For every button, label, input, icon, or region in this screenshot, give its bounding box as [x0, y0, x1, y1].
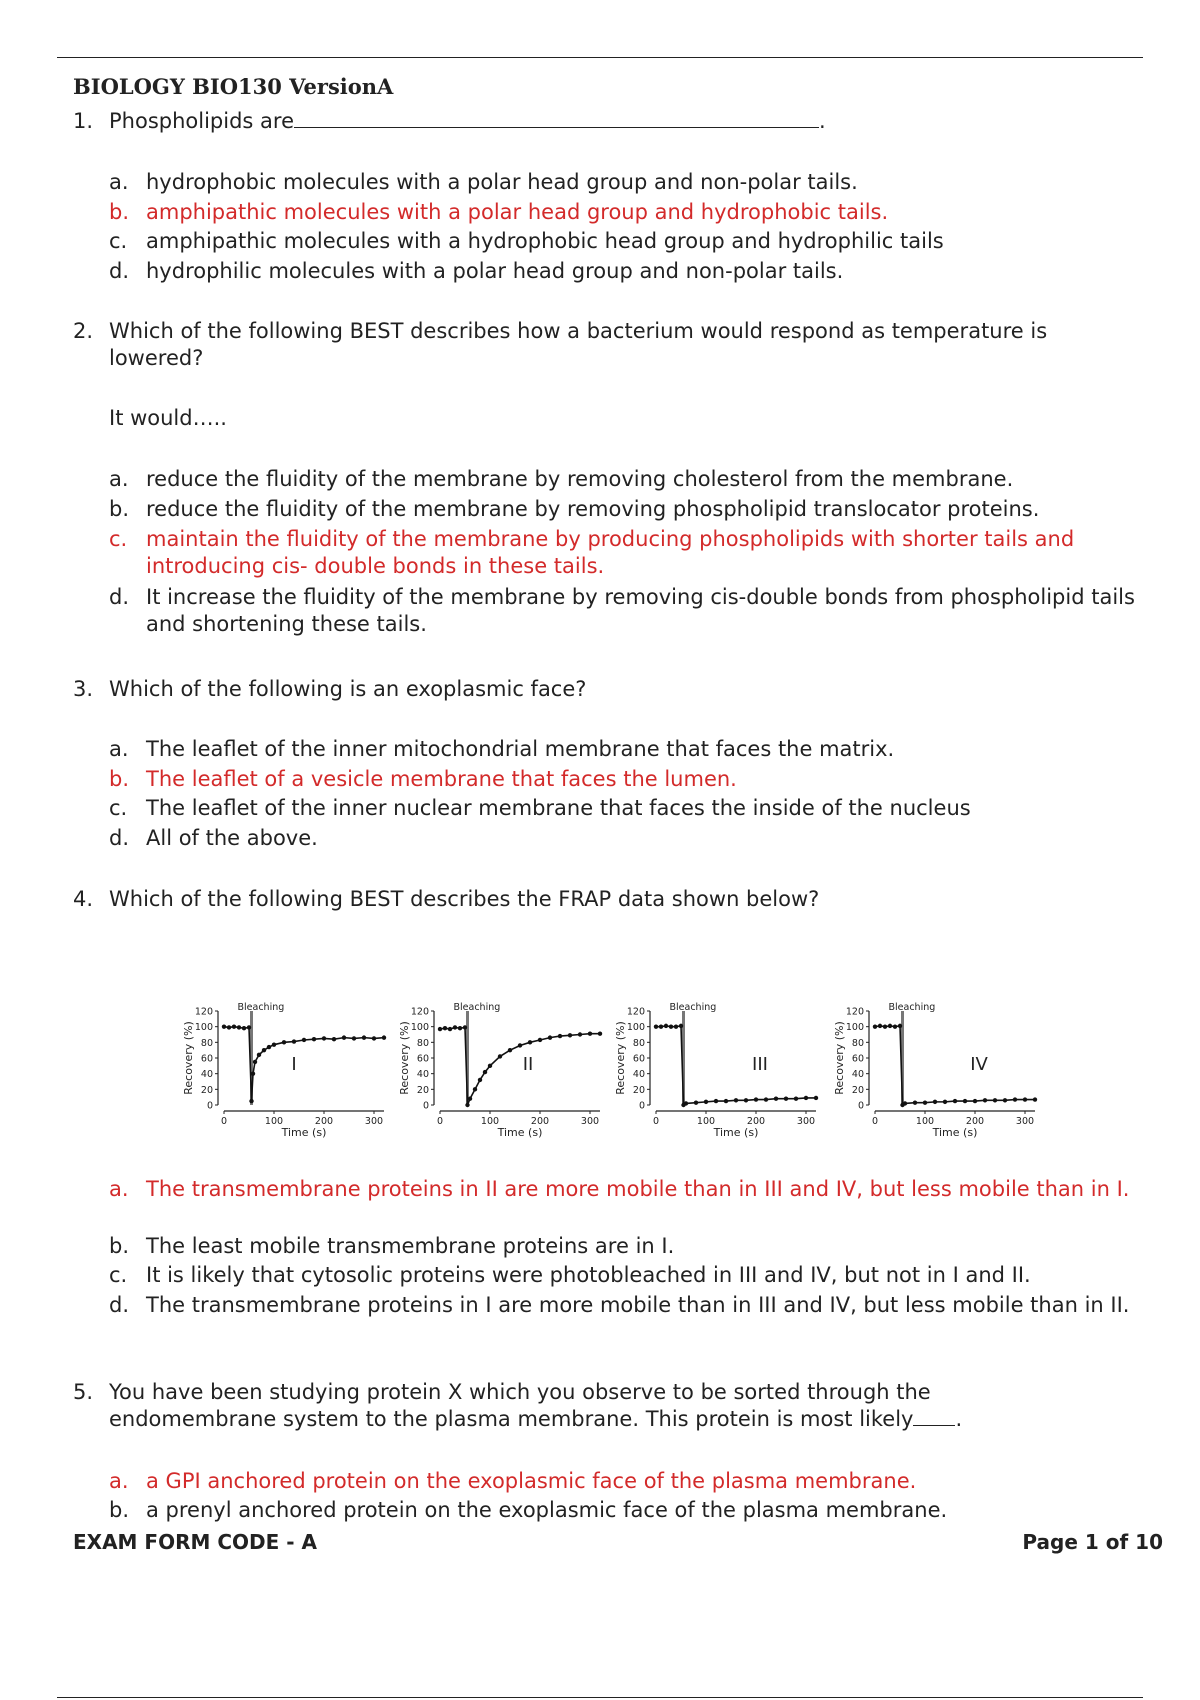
data-point — [262, 1048, 266, 1052]
data-point — [253, 1060, 257, 1064]
q3-option-b: b. The leaflet of a vesicle membrane that faces the lumen. — [109, 767, 737, 791]
data-point — [473, 1087, 477, 1091]
frap-chart-4 — [833, 1002, 1037, 1139]
data-point — [322, 1036, 326, 1040]
data-point — [518, 1043, 522, 1047]
series-line — [875, 1026, 1035, 1105]
x-tick-label: 100 — [696, 1116, 716, 1127]
data-point — [312, 1037, 316, 1041]
data-point — [913, 1100, 917, 1104]
y-tick-label: 0 — [638, 1100, 645, 1112]
data-point — [438, 1027, 442, 1031]
x-tick-label: 100 — [915, 1116, 935, 1127]
data-point — [249, 1099, 253, 1103]
data-point — [538, 1038, 542, 1042]
y-tick-label: 60 — [632, 1053, 645, 1065]
data-point — [478, 1078, 482, 1082]
question-2-stem: 2. Which of the following BEST describes how a bacterium would respond as temperature is lowered? — [73, 319, 1048, 370]
data-point — [764, 1097, 768, 1101]
data-point — [528, 1040, 532, 1044]
data-point — [983, 1098, 987, 1102]
y-tick-label: 100 — [410, 1022, 429, 1034]
data-point — [242, 1026, 246, 1030]
y-tick-label: 0 — [857, 1100, 864, 1112]
y-tick-label: 120 — [194, 1006, 213, 1018]
q4-option-d: d. The transmembrane proteins in I are more mobile than in III and IV, but less mobile than in II. — [109, 1293, 1130, 1317]
y-tick-label: 40 — [200, 1069, 213, 1081]
data-point — [714, 1099, 718, 1103]
data-point — [814, 1096, 818, 1100]
panel-label: IV — [970, 1054, 988, 1075]
q4-option-b: b. The least mobile transmembrane proteins are in I. — [109, 1234, 675, 1258]
panel-label: I — [291, 1054, 297, 1075]
data-point — [468, 1097, 472, 1101]
y-tick-label: 0 — [206, 1100, 213, 1112]
y-tick-label: 80 — [632, 1037, 645, 1049]
series-line — [656, 1026, 816, 1105]
y-tick-label: 40 — [632, 1069, 645, 1081]
x-tick-label: 200 — [530, 1116, 550, 1127]
data-point — [222, 1024, 226, 1028]
data-point — [684, 1101, 688, 1105]
data-point — [508, 1048, 512, 1052]
x-tick-label: 0 — [436, 1116, 444, 1127]
x-axis-label: Time (s) — [932, 1126, 978, 1139]
data-point — [251, 1071, 255, 1075]
frap-chart-3 — [614, 1002, 818, 1139]
data-point — [734, 1098, 738, 1102]
data-point — [943, 1100, 947, 1104]
data-point — [664, 1024, 668, 1028]
data-point — [558, 1034, 562, 1038]
data-point — [267, 1045, 271, 1049]
data-point — [654, 1024, 658, 1028]
y-tick-label: 60 — [416, 1053, 429, 1065]
frap-chart-2 — [398, 1002, 602, 1139]
x-tick-label: 200 — [746, 1116, 766, 1127]
data-point — [1023, 1097, 1027, 1101]
y-tick-label: 40 — [416, 1069, 429, 1081]
x-axis-label: Time (s) — [497, 1126, 543, 1139]
data-point — [888, 1024, 892, 1028]
q2-option-c: c. maintain the fluidity of the membrane by producing phospholipids with shorter tails and introducing cis- double bonds in these tails. — [109, 527, 1075, 578]
data-point — [458, 1026, 462, 1030]
data-point — [694, 1100, 698, 1104]
y-axis-label: Recovery (%) — [398, 1021, 411, 1095]
data-point — [257, 1053, 261, 1057]
data-point — [362, 1035, 366, 1039]
top-rule — [57, 57, 1143, 58]
bleaching-label: Bleaching — [888, 1002, 936, 1013]
data-point — [933, 1100, 937, 1104]
y-tick-label: 120 — [410, 1006, 429, 1018]
y-tick-label: 100 — [845, 1022, 864, 1034]
data-point — [963, 1099, 967, 1103]
x-tick-label: 300 — [1015, 1116, 1035, 1127]
q2-option-a: a. reduce the fluidity of the membrane by removing cholesterol from the membrane. — [109, 467, 1014, 491]
y-tick-label: 20 — [416, 1084, 429, 1096]
question-1-text: Phospholipids are — [109, 109, 294, 133]
data-point — [898, 1024, 902, 1028]
q1-option-a: a. hydrophobic molecules with a polar head group and non-polar tails. — [109, 170, 858, 194]
data-point — [1013, 1097, 1017, 1101]
q3-option-c: c. The leaflet of the inner nuclear membrane that faces the inside of the nucleus — [109, 796, 971, 820]
data-point — [893, 1024, 897, 1028]
data-point — [465, 1103, 469, 1107]
data-point — [873, 1024, 877, 1028]
y-axis-label: Recovery (%) — [833, 1021, 846, 1095]
y-axis-label: Recovery (%) — [614, 1021, 627, 1095]
x-axis-label: Time (s) — [713, 1126, 759, 1139]
q1-option-d: d. hydrophilic molecules with a polar head group and non-polar tails. — [109, 259, 844, 283]
q3-option-d: d. All of the above. — [109, 826, 318, 850]
data-point — [372, 1036, 376, 1040]
question-3-stem: 3. Which of the following is an exoplasmic face? — [73, 677, 587, 701]
question-5-stem: 5. You have been studying protein X which you observe to be sorted through the endomembrane system to the plasma membrane. This protein is most likely . — [73, 1380, 963, 1431]
data-point — [247, 1025, 251, 1029]
data-point — [993, 1098, 997, 1102]
data-point — [453, 1025, 457, 1029]
data-point — [669, 1024, 673, 1028]
data-point — [724, 1099, 728, 1103]
data-point — [903, 1101, 907, 1105]
y-tick-label: 120 — [626, 1006, 645, 1018]
data-point — [674, 1024, 678, 1028]
q5-option-a: a. a GPI anchored protein on the exoplasmic face of the plasma membrane. — [109, 1469, 917, 1493]
data-point — [754, 1097, 758, 1101]
bleaching-label: Bleaching — [237, 1002, 285, 1013]
bottom-rule — [57, 1697, 1143, 1698]
data-point — [237, 1025, 241, 1029]
data-point — [488, 1064, 492, 1068]
q4-option-c: c. It is likely that cytosolic proteins were photobleached in III and IV, but not in I and II. — [109, 1263, 1031, 1287]
y-tick-label: 80 — [416, 1037, 429, 1049]
question-1-stem: 1. Phospholipids are . — [73, 109, 826, 133]
data-point — [878, 1024, 882, 1028]
y-axis-label: Recovery (%) — [182, 1021, 195, 1095]
data-point — [443, 1026, 447, 1030]
answer-blank — [294, 109, 819, 128]
y-tick-label: 60 — [200, 1053, 213, 1065]
q1-option-b: b. amphipathic molecules with a polar head group and hydrophobic tails. — [109, 200, 889, 224]
q2-option-d: d. It increase the fluidity of the membrane by removing cis-double bonds from phospholipid tails and shortening these tails. — [109, 585, 1135, 636]
y-tick-label: 80 — [200, 1037, 213, 1049]
y-tick-label: 120 — [845, 1006, 864, 1018]
page-number: Page 1 of 10 — [1022, 1530, 1163, 1554]
x-tick-label: 100 — [480, 1116, 500, 1127]
data-point — [784, 1097, 788, 1101]
data-point — [232, 1024, 236, 1028]
data-point — [568, 1033, 572, 1037]
question-5-text: You have been studying protein X which you observe to be sorted through the endomembrane system to the plasma membrane. This protein is most likely — [109, 1380, 931, 1431]
x-axis-label: Time (s) — [281, 1126, 327, 1139]
data-point — [463, 1025, 467, 1029]
data-point — [659, 1024, 663, 1028]
data-point — [923, 1100, 927, 1104]
x-tick-label: 200 — [314, 1116, 334, 1127]
data-point — [804, 1096, 808, 1100]
x-tick-label: 0 — [220, 1116, 228, 1127]
x-tick-label: 100 — [264, 1116, 284, 1127]
y-tick-label: 60 — [851, 1053, 864, 1065]
panel-label: III — [752, 1054, 768, 1075]
data-point — [578, 1032, 582, 1036]
data-point — [588, 1032, 592, 1036]
exam-title: BIOLOGY BIO130 VersionA — [73, 74, 394, 99]
data-point — [282, 1040, 286, 1044]
q5-option-b: b. a prenyl anchored protein on the exoplasmic face of the plasma membrane. — [109, 1498, 948, 1522]
data-point — [598, 1032, 602, 1036]
data-point — [227, 1025, 231, 1029]
data-point — [973, 1099, 977, 1103]
q3-option-a: a. The leaflet of the inner mitochondrial membrane that faces the matrix. — [109, 737, 895, 761]
panel-label: II — [522, 1054, 534, 1075]
x-tick-label: 0 — [652, 1116, 660, 1127]
bleaching-label: Bleaching — [669, 1002, 717, 1013]
answer-blank — [913, 1407, 955, 1426]
data-point — [744, 1098, 748, 1102]
x-tick-label: 200 — [965, 1116, 985, 1127]
data-point — [1003, 1098, 1007, 1102]
bleaching-label: Bleaching — [453, 1002, 501, 1013]
y-tick-label: 80 — [851, 1037, 864, 1049]
data-point — [483, 1070, 487, 1074]
y-tick-label: 0 — [422, 1100, 429, 1112]
data-point — [774, 1097, 778, 1101]
y-tick-label: 100 — [626, 1022, 645, 1034]
frap-charts — [170, 975, 1050, 1145]
exam-form-code: EXAM FORM CODE - A — [73, 1530, 318, 1554]
question-2-lead: It would….. — [109, 406, 227, 430]
data-point — [352, 1036, 356, 1040]
x-tick-label: 300 — [580, 1116, 600, 1127]
data-point — [1033, 1097, 1037, 1101]
frap-chart-1 — [182, 1002, 386, 1139]
data-point — [794, 1097, 798, 1101]
data-point — [272, 1042, 276, 1046]
data-point — [679, 1024, 683, 1028]
data-point — [548, 1035, 552, 1039]
data-point — [382, 1035, 386, 1039]
data-point — [883, 1024, 887, 1028]
y-tick-label: 40 — [851, 1069, 864, 1081]
data-point — [332, 1037, 336, 1041]
y-tick-label: 20 — [851, 1084, 864, 1096]
data-point — [953, 1099, 957, 1103]
data-point — [292, 1039, 296, 1043]
data-point — [704, 1100, 708, 1104]
series-line — [440, 1027, 600, 1105]
x-tick-label: 0 — [871, 1116, 879, 1127]
data-point — [498, 1054, 502, 1058]
data-point — [302, 1038, 306, 1042]
data-point — [448, 1027, 452, 1031]
question-4-stem: 4. Which of the following BEST describes the FRAP data shown below? — [73, 887, 820, 911]
x-tick-label: 300 — [796, 1116, 816, 1127]
x-tick-label: 300 — [364, 1116, 384, 1127]
data-point — [342, 1035, 346, 1039]
q1-option-c: c. amphipathic molecules with a hydrophobic head group and hydrophilic tails — [109, 229, 944, 253]
y-tick-label: 20 — [632, 1084, 645, 1096]
y-tick-label: 100 — [194, 1022, 213, 1034]
y-tick-label: 20 — [200, 1084, 213, 1096]
q2-option-b: b. reduce the fluidity of the membrane by removing phospholipid translocator proteins. — [109, 497, 1040, 521]
q4-option-a: a. The transmembrane proteins in II are more mobile than in III and IV, but less mobile than in I. — [109, 1177, 1130, 1201]
